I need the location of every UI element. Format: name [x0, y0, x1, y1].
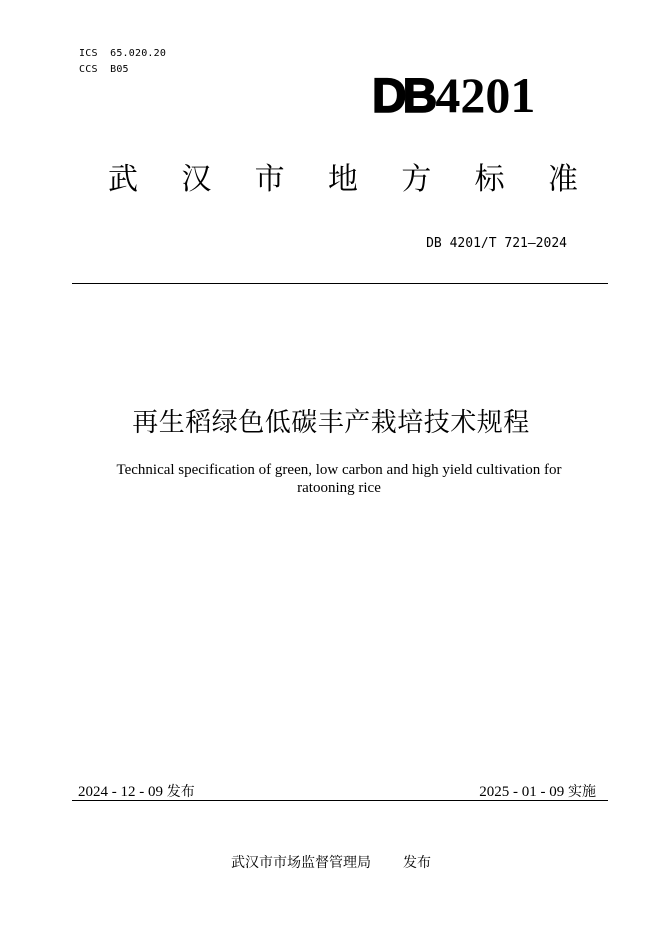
implement-label: 实施	[568, 784, 596, 800]
english-title-line: ratooning rice	[297, 480, 381, 496]
issuer-name: 武汉市市场监督管理局	[231, 855, 371, 871]
classification-codes	[79, 46, 166, 78]
implement-date	[479, 781, 596, 801]
standard-type-char: 武	[108, 162, 138, 197]
standard-type-char: 市	[254, 162, 285, 197]
footer-divider	[72, 800, 608, 801]
release-label: 发布	[166, 784, 195, 800]
english-title	[100, 461, 578, 497]
standard-type-char: 准	[547, 162, 578, 197]
standard-type-char: 地	[327, 162, 358, 197]
implement-date-value: 2025 - 01 - 09	[479, 784, 565, 800]
standard-number: DB 4201/T 721—2024	[426, 236, 567, 251]
release-date	[78, 781, 195, 801]
code-number: 4201	[435, 67, 536, 123]
english-title-line: Technical specification of green, low carbon and high yield cultivation for	[116, 462, 562, 478]
standard-type-char: 方	[401, 162, 432, 197]
standard-type-char: 汉	[181, 162, 212, 197]
issuer-line	[0, 852, 662, 872]
standard-type-title	[108, 160, 578, 200]
standard-code-logo	[372, 66, 535, 126]
header-divider	[72, 283, 608, 284]
issue-label: 发布	[403, 855, 431, 871]
code-prefix: DB	[372, 70, 434, 123]
ics-code: ICS 65.020.20	[79, 48, 167, 59]
ccs-code: CCS B05	[79, 64, 129, 75]
release-date-value: 2024 - 12 - 09	[78, 784, 163, 800]
standard-type-char: 标	[474, 162, 505, 197]
chinese-title: 再生稻绿色低碳丰产栽培技术规程	[132, 408, 530, 438]
